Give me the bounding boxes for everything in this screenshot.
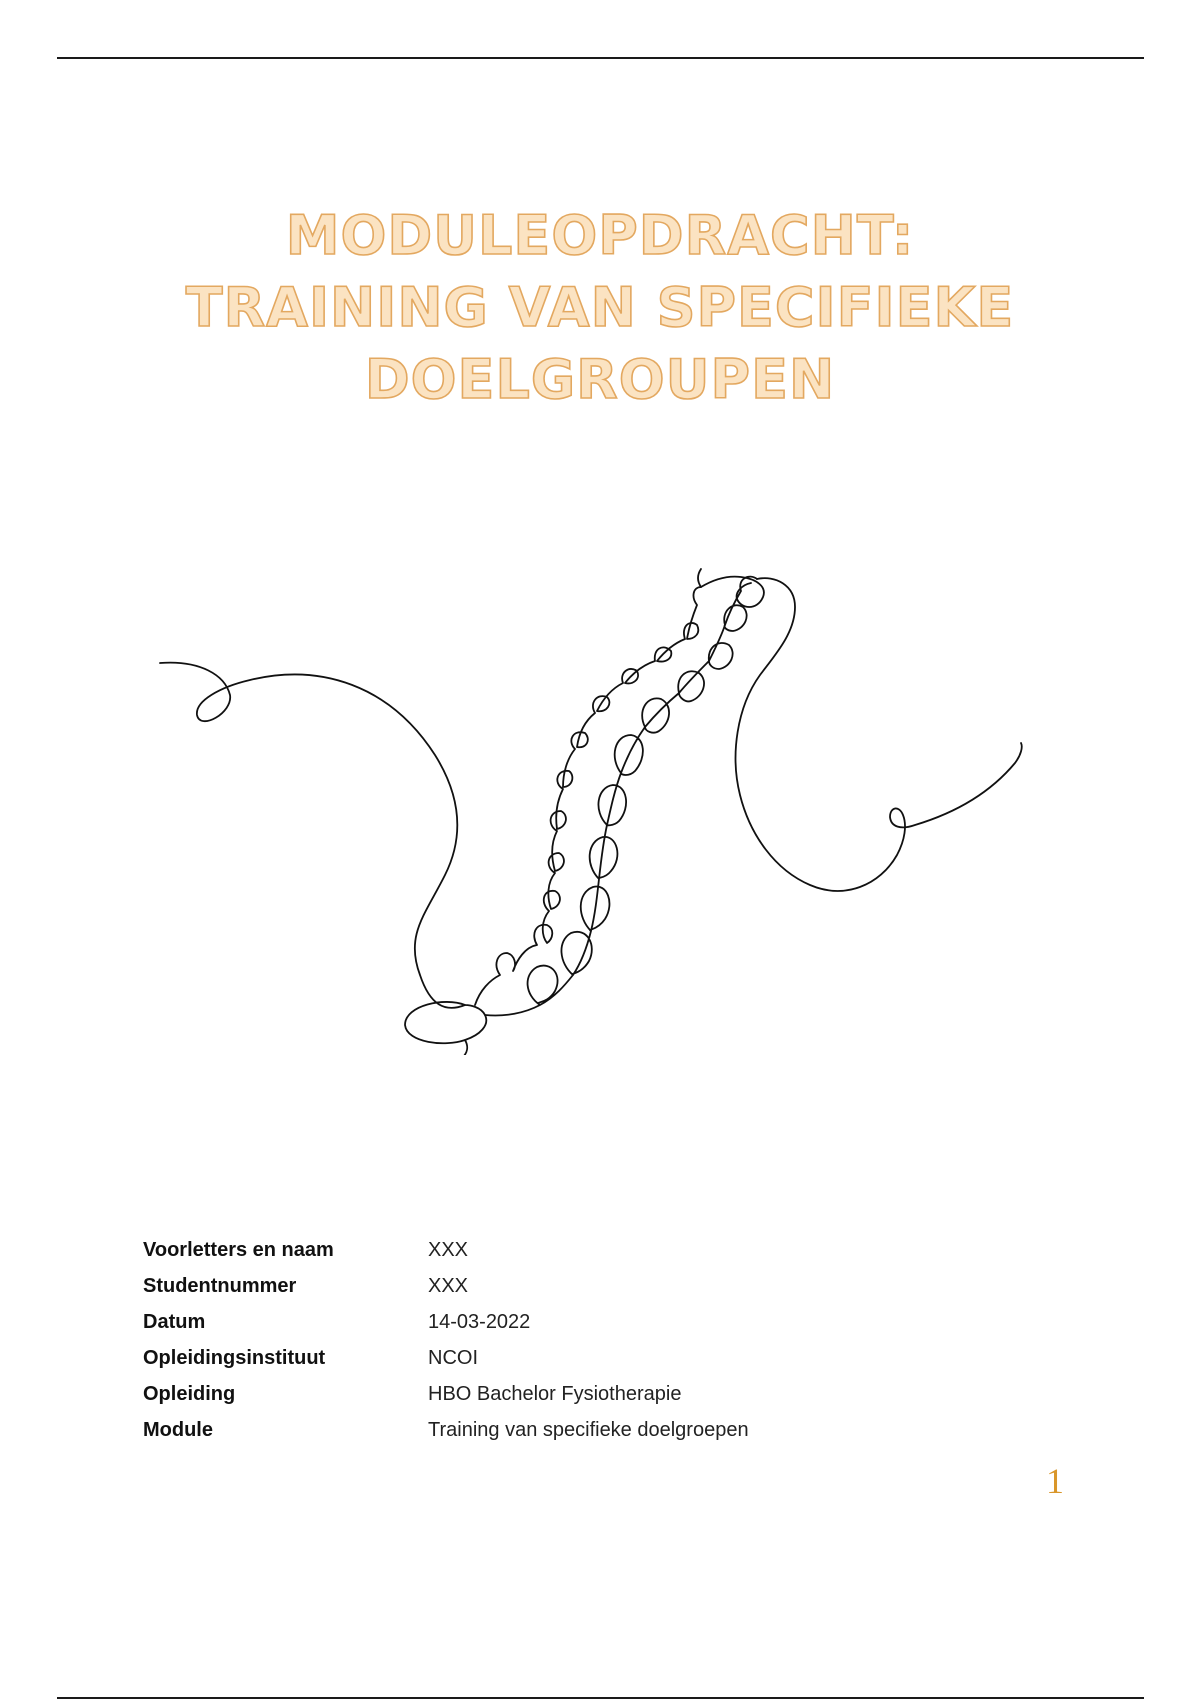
meta-value: XXX	[428, 1274, 469, 1297]
meta-value: XXX	[428, 1238, 469, 1261]
metadata-table	[143, 1232, 749, 1448]
title-line-3: DOELGROUPEN	[364, 348, 836, 411]
meta-label: Studentnummer	[143, 1274, 297, 1297]
meta-row-institute	[143, 1340, 749, 1376]
meta-label: Module	[143, 1418, 213, 1441]
top-rule	[57, 57, 1144, 59]
page-number: 1	[1046, 1461, 1064, 1501]
meta-label: Opleiding	[143, 1382, 236, 1405]
meta-row-date	[143, 1304, 749, 1340]
meta-row-module	[143, 1412, 749, 1448]
title-line-2: TRAINING VAN SPECIFIEKE	[185, 276, 1015, 339]
meta-label: Datum	[143, 1310, 206, 1333]
meta-value: NCOI	[428, 1346, 478, 1369]
title-line-1: MODULEOPDRACHT:	[285, 204, 915, 267]
meta-value: 14-03-2022	[428, 1310, 531, 1333]
meta-value: Training van specifieke doelgroepen	[428, 1418, 749, 1441]
meta-value: HBO Bachelor Fysiotherapie	[428, 1382, 682, 1405]
meta-row-student-number	[143, 1268, 749, 1304]
document-title	[100, 200, 1100, 416]
meta-row-program	[143, 1376, 749, 1412]
spine-line-drawing-icon	[145, 535, 1050, 1055]
meta-label: Opleidingsinstituut	[143, 1346, 326, 1369]
meta-label: Voorletters en naam	[143, 1238, 334, 1261]
bottom-rule	[57, 1697, 1144, 1699]
meta-row-name	[143, 1232, 749, 1268]
